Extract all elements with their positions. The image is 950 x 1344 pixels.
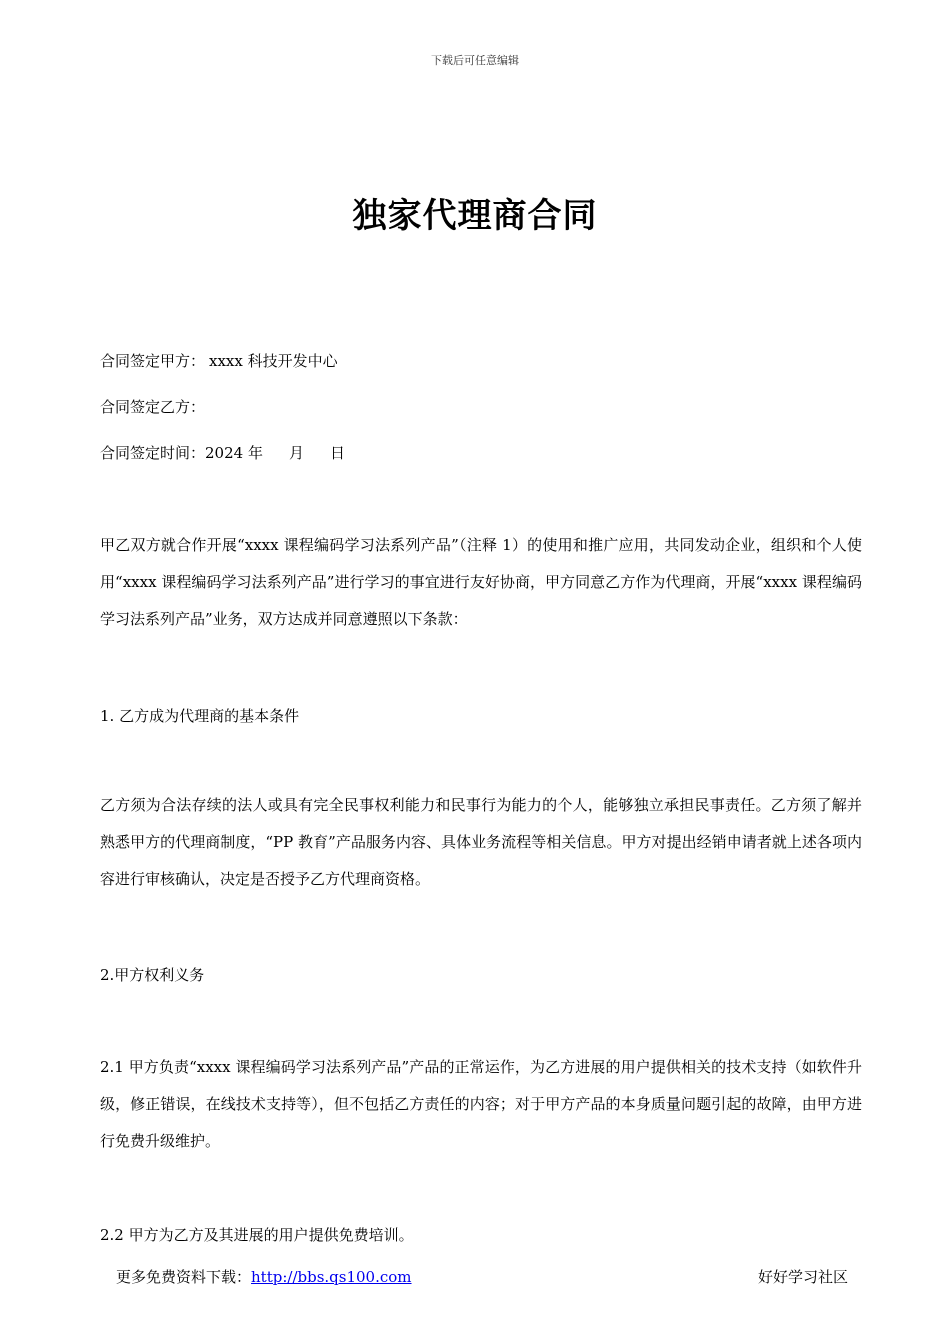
footer-download-label: 更多免费资料下载： bbox=[116, 1268, 252, 1286]
party-a-label: 合同签定甲方： bbox=[100, 352, 206, 370]
footer-link[interactable]: http://bbs.qs100.com bbox=[251, 1268, 412, 1286]
footer-download bbox=[116, 1266, 412, 1287]
date-day: 日 bbox=[329, 444, 345, 462]
footer-community: 好好学习社区 bbox=[757, 1268, 848, 1286]
section-2-2-paragraph: 2.2 甲方为乙方及其进展的用户提供免费培训。 bbox=[100, 1226, 414, 1244]
party-b-line bbox=[100, 396, 205, 417]
party-a-line bbox=[100, 350, 338, 371]
section-2-heading: 2.甲方权利义务 bbox=[100, 966, 205, 984]
header-note: 下载后可任意编辑 bbox=[431, 54, 519, 67]
document-title: 独家代理商合同 bbox=[352, 196, 598, 236]
date-label: 合同签定时间： bbox=[100, 444, 206, 462]
intro-paragraph: 甲乙双方就合作开展“xxxx 课程编码学习法系列产品”（注释 1）的使用和推广应用，共同发动企业，组织和个人使用“xxxx 课程编码学习法系列产品”进行学习的事宜进行友好协商，甲方同意乙方作为代理商，开展“xxxx 课程编码学习法系列产品”业务，双方达成并同意遵照以下条款： bbox=[100, 536, 862, 628]
party-a-value: xxxx 科技开发中心 bbox=[209, 352, 338, 370]
section-1-heading: 1. 乙方成为代理商的基本条件 bbox=[100, 707, 300, 725]
section-2-1-paragraph: 2.1 甲方负责“xxxx 课程编码学习法系列产品”产品的正常运作，为乙方进展的用户提供相关的技术支持（如软件升级，修正错误，在线技术支持等），但不包括乙方责任的内容；对于甲方产品的本身质量问题引起的故障，由甲方进行免费升级维护。 bbox=[100, 1058, 862, 1150]
party-b-label: 合同签定乙方： bbox=[100, 398, 206, 416]
date-year: 2024 年 bbox=[205, 444, 263, 462]
section-1-body: 乙方须为合法存续的法人或具有完全民事权利能力和民事行为能力的个人，能够独立承担民事责任。乙方须了解并熟悉甲方的代理商制度，“PP 教育”产品服务内容、具体业务流程等相关信息。甲方对提出经销申请者就上述各项内容进行审核确认，决定是否授予乙方代理商资格。 bbox=[100, 796, 862, 888]
date-line bbox=[100, 442, 345, 463]
date-month: 月 bbox=[288, 444, 304, 462]
page-footer bbox=[116, 1266, 848, 1287]
